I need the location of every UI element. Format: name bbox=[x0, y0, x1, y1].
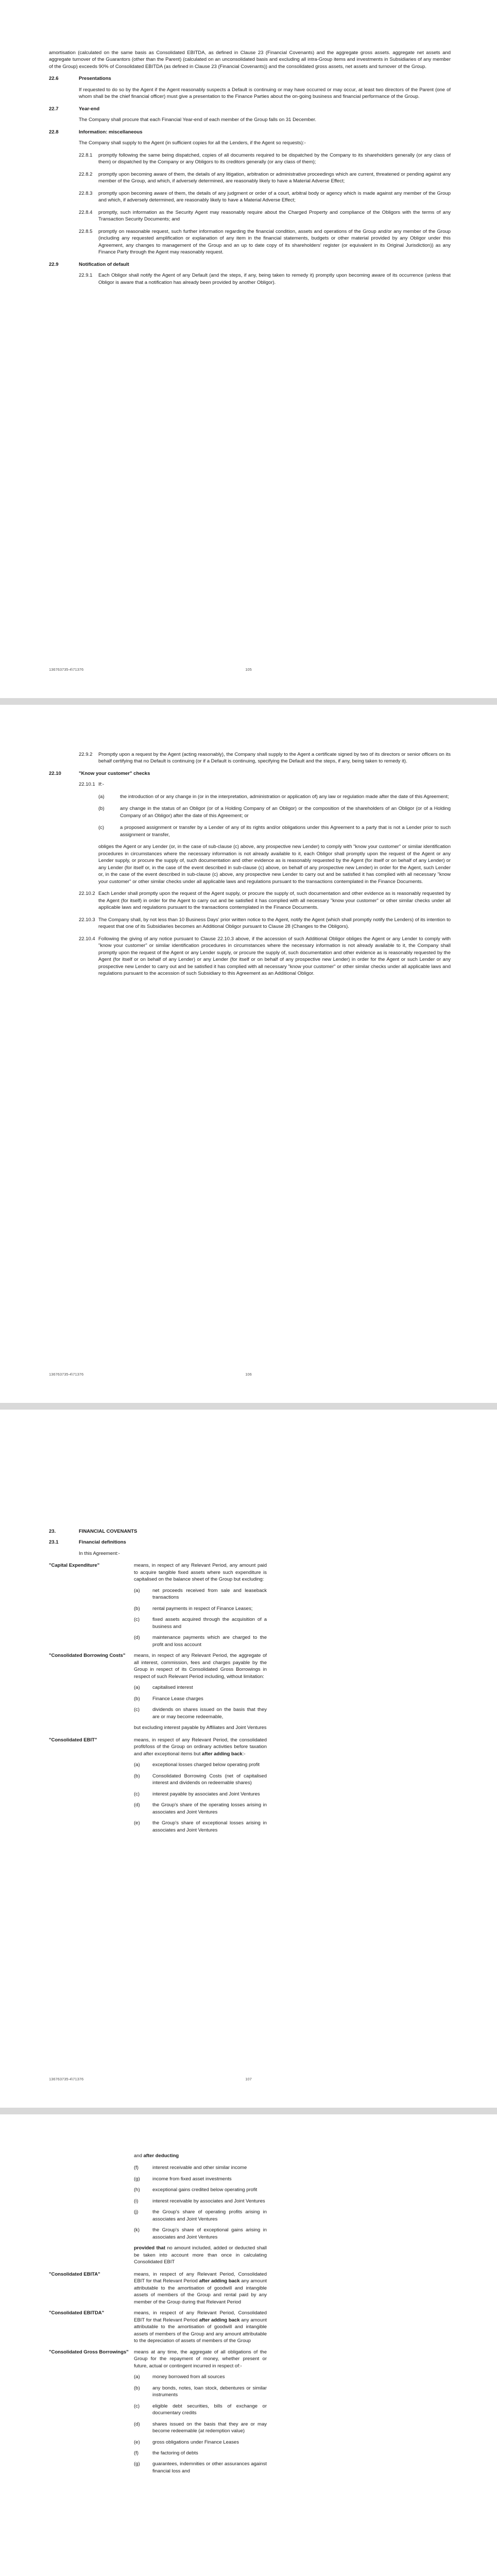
definition-emphasis: provided that bbox=[134, 2245, 165, 2251]
document-page-105 bbox=[0, 0, 497, 698]
clause-text: promptly, such information as the Security Agent may reasonably require about the Charged Property and compliance of the Obligors with the terms of any Transaction Security Documents; and bbox=[98, 209, 451, 223]
list-marker: (d) bbox=[134, 1802, 140, 1808]
list-marker: (c) bbox=[134, 2403, 140, 2409]
page-number: 105 bbox=[245, 667, 252, 672]
page-content bbox=[49, 49, 451, 291]
list-text: net proceeds received from sale and leaseback transactions bbox=[152, 1587, 267, 1601]
clause-number: 22.8.4 bbox=[79, 209, 93, 215]
clause-item bbox=[79, 272, 451, 286]
section-number: 22.6 bbox=[49, 76, 59, 82]
sub-clause-text: any change in the status of an Obligor (or of a Holding Company of an Obligor) or the composition of the shareholders of an Obligor (or of a Holding Company of an Obligor) after the date of this Agreement; or bbox=[120, 806, 451, 819]
definition-continuation: but excluding interest payable by Affiliates and Joint Ventures bbox=[134, 1725, 267, 1731]
list-marker: (g) bbox=[134, 2461, 140, 2467]
list-text: capitalised interest bbox=[152, 1685, 193, 1691]
clause-item bbox=[79, 751, 451, 765]
list-marker: (k) bbox=[134, 2227, 140, 2233]
definition-list-item bbox=[134, 2439, 451, 2446]
definition-list-item bbox=[134, 1706, 451, 1720]
definition-list-item bbox=[134, 1616, 451, 1630]
list-text: maintenance payments which are charged to the profit and loss account bbox=[152, 1635, 267, 1648]
sub-clause-number: (c) bbox=[98, 825, 105, 831]
clause-number: 22.8.5 bbox=[79, 228, 93, 234]
section-number: 22.7 bbox=[49, 106, 59, 112]
list-text: Consolidated Borrowing Costs (net of capitalised interest and dividends on redeemable shares) bbox=[152, 1773, 267, 1786]
clause-number: 22.10.3 bbox=[79, 917, 95, 923]
clause-text: promptly following the same being dispatched, copies of all documents required to be dispatched by the Company to its shareholders generally (or any class of them) or dispatched by the Company or any Obligors to its creditors generally (or any class of them); bbox=[98, 152, 451, 165]
definition-list-item bbox=[134, 2374, 451, 2380]
definition-proviso bbox=[134, 2245, 267, 2265]
list-marker: (b) bbox=[134, 1773, 140, 1779]
definition-consolidated-gross-borrowings bbox=[49, 2349, 451, 2369]
sub-clause-number: (b) bbox=[98, 806, 105, 812]
section-title: "Know your customer" checks bbox=[79, 770, 150, 776]
section-number: 22.8 bbox=[49, 129, 59, 135]
clause-item bbox=[79, 152, 451, 166]
list-marker: (h) bbox=[134, 2187, 140, 2193]
definition-consolidated-ebitda bbox=[49, 2310, 451, 2344]
definition-list-item bbox=[134, 2187, 451, 2193]
clause-text: The Company shall, by not less than 10 Business Days' prior written notice to the Agent, notify the Agent (which shall promptly notify the Lenders) of its intention to request that one of its Subsidiaries becomes an Additional Obligor pursuant to Clause 28 (Changes to the Obligors). bbox=[98, 917, 451, 930]
definition-consolidated-ebit bbox=[49, 1737, 451, 1757]
clause-number: 22.10.1 bbox=[79, 782, 95, 788]
sub-clause-item bbox=[98, 805, 451, 819]
definition-text-part: means, in respect of any Relevant Period, Consolidated EBIT for that Relevant Period bbox=[134, 2310, 267, 2323]
document-page-108 bbox=[0, 2114, 497, 2576]
definition-list-item bbox=[134, 1761, 451, 1768]
sub-clause-item bbox=[98, 824, 451, 838]
section-title: Information: miscellaneous bbox=[79, 129, 143, 135]
section-title: Year-end bbox=[79, 106, 100, 112]
list-marker: (a) bbox=[134, 2374, 140, 2380]
list-text: interest payable by associates and Joint Ventures bbox=[152, 1791, 260, 1797]
list-text: shares issued on the basis that they are or may become redeemable (at redemption value) bbox=[152, 2421, 267, 2434]
sub-clause-number: (a) bbox=[98, 793, 105, 800]
list-text: Finance Lease charges bbox=[152, 1696, 203, 1702]
page-number: 107 bbox=[245, 2077, 252, 2081]
definition-text-part: no amount included, added or deducted shall be taken into account more than once in calculating Consolidated EBIT bbox=[134, 2245, 267, 2265]
section-title: FINANCIAL COVENANTS bbox=[79, 1529, 138, 1534]
section-heading-presentations bbox=[49, 75, 451, 82]
definition-emphasis: after adding back bbox=[202, 1751, 243, 1757]
definition-list-item bbox=[134, 2198, 451, 2205]
section-heading-notification-of-default bbox=[49, 261, 451, 268]
list-marker: (f) bbox=[134, 2450, 139, 2456]
definition-list-item bbox=[134, 2209, 451, 2223]
list-marker: (d) bbox=[134, 1635, 140, 1641]
clause-item bbox=[79, 890, 451, 911]
definition-text bbox=[134, 2271, 267, 2306]
definition-text-part: and bbox=[134, 2153, 142, 2159]
clause-number: 22.8.2 bbox=[79, 171, 93, 177]
clause-text: promptly on reasonable request, such further information regarding the financial condition, assets and operations of the Group and/or any member of the Group (including any requested amplification or explanation of any item in the financial statements, budgets or other material provided by any Obligor under this Agreement, any changes to management of the Group and an up to date copy of its shareholders' register (or equivalent in its Original Jurisdiction)) as any Finance Party through the Agent may reasonably request. bbox=[98, 228, 451, 256]
clause-text: Promptly upon a request by the Agent (acting reasonably), the Company shall supply to the Agent a certificate signed by two of its directors or senior officers on its behalf certifying that no Default is continuing (or if a Default is continuing, specifying the Default and the steps, if any, being taken to remedy it). bbox=[98, 752, 451, 765]
clause-text: promptly upon becoming aware of them, the details of any litigation, arbitration or administrative proceedings which are current, threatened or pending against any member of the Group, and which, if adversely determined, are reasonably likely to have a Material Adverse Effect; bbox=[98, 171, 451, 184]
section-number: 23.1 bbox=[49, 1539, 59, 1546]
section-title: Financial definitions bbox=[79, 1539, 126, 1546]
definition-consolidated-ebita bbox=[49, 2271, 451, 2306]
definition-list-item bbox=[134, 1634, 451, 1648]
document-page-106 bbox=[0, 705, 497, 1403]
list-marker: (a) bbox=[134, 1685, 140, 1691]
document-reference: 136763735-4\71376 bbox=[49, 2077, 84, 2081]
list-text: interest receivable by associates and Joint Ventures bbox=[152, 2198, 265, 2204]
definition-continuation bbox=[134, 2153, 267, 2159]
list-marker: (e) bbox=[134, 2439, 140, 2445]
list-text: any bonds, notes, loan stock, debentures or similar instruments bbox=[152, 2385, 267, 2398]
section-paragraph: If requested to do so by the Agent if the Agent reasonably suspects a Default is continuing or may have occurred or may occur, at least two directors of the Parent (one of whom shall be the chief financial officer) must give a presentation to the Finance Parties about the on-going business and financial performance of the Group. bbox=[79, 87, 451, 100]
page-content bbox=[49, 1528, 451, 1838]
definition-list-item bbox=[134, 2176, 451, 2182]
list-marker: (c) bbox=[134, 1707, 140, 1713]
list-text: eligible debt securities, bills of exchange or documentary credits bbox=[152, 2403, 267, 2416]
section-number: 22.10 bbox=[49, 770, 61, 776]
list-text: the Group's share of exceptional losses arising in associates and Joint Ventures bbox=[152, 1820, 267, 1833]
section-number: 22.9 bbox=[49, 261, 59, 267]
list-text: the factoring of debts bbox=[152, 2450, 198, 2456]
definition-text-part: means, in respect of any Relevant Period, Consolidated EBIT for that Relevant Period bbox=[134, 2271, 267, 2284]
list-text: the Group's share of operating profits arising in associates and Joint Ventures bbox=[152, 2209, 267, 2222]
sub-clause-item bbox=[98, 793, 451, 800]
section-paragraph: The Company shall supply to the Agent (in sufficient copies for all the Lenders, if the Agent so requests):- bbox=[79, 140, 306, 146]
list-text: exceptional gains credited below operating profit bbox=[152, 2187, 258, 2193]
list-marker: (f) bbox=[134, 2165, 139, 2171]
clause-text: If:- bbox=[98, 782, 105, 788]
clause-number: 22.10.2 bbox=[79, 891, 95, 897]
clause-number: 22.8.3 bbox=[79, 190, 93, 196]
clause-text: Following the giving of any notice pursuant to Clause 22.10.3 above, if the accession of such Additional Obligor obliges the Agent or any Lender to comply with "know your customer" or similar identification procedures in circumstances where the necessary information is not already available to it, the Company shall promptly upon the request of the Agent or any Lender supply, or procure the supply of, such documentation and other evidence as is reasonably requested by the Agent (for itself or on behalf of any Lender) or any Lender (for itself or on behalf of any prospective new Lender) in order for the Agent or such Lender or any prospective new Lender to carry out and be satisfied it has complied with all necessary "know your customer" or other similar checks under all applicable laws and regulations pursuant to the accession of such Subsidiary to this Agreement as an Additional Obligor. bbox=[98, 936, 451, 977]
list-text: the Group's share of the operating losses arising in associates and Joint Ventures bbox=[152, 1802, 267, 1815]
clause-item bbox=[79, 190, 451, 204]
clause-item bbox=[79, 228, 451, 256]
list-text: income from fixed asset investments bbox=[152, 2176, 232, 2182]
definition-list-item bbox=[134, 1587, 451, 1601]
definition-term: "Consolidated Gross Borrowings" bbox=[49, 2349, 129, 2355]
definition-list-item bbox=[134, 1802, 451, 1816]
list-text: rental payments in respect of Finance Leases; bbox=[152, 1605, 253, 1612]
definition-emphasis: after adding back bbox=[199, 2278, 240, 2284]
definition-list-item bbox=[134, 2385, 451, 2399]
list-marker: (e) bbox=[134, 1820, 140, 1826]
clause-number: 22.10.4 bbox=[79, 936, 95, 942]
page-content bbox=[49, 2153, 451, 2479]
definition-term: "Consolidated EBITA" bbox=[49, 2271, 100, 2277]
definition-list-item bbox=[134, 1684, 451, 1691]
definition-emphasis: after adding back bbox=[199, 2317, 240, 2323]
section-heading-kyc-checks bbox=[49, 770, 451, 777]
definition-list-item bbox=[134, 1791, 451, 1798]
definition-text: means at any time, the aggregate of all obligations of the Group for the repayment of money, whether present or future, actual or contingent incurred in respect of:- bbox=[134, 2349, 267, 2369]
clause-text: Each Lender shall promptly upon the request of the Agent supply, or procure the supply of, such documentation and other evidence as is reasonably requested by the Agent (for itself) in order for the Agent to carry out and be satisfied it has complied with all necessary "know your customer" or other similar checks under all applicable laws and regulations pursuant to the transactions contemplated in the Finance Documents. bbox=[98, 891, 451, 911]
section-heading-financial-covenants bbox=[49, 1528, 451, 1535]
definition-text bbox=[134, 1737, 267, 1757]
page-content bbox=[49, 751, 451, 982]
list-text: the Group's share of exceptional gains arising in associates and Joint Ventures bbox=[152, 2227, 267, 2240]
definition-text bbox=[134, 2310, 267, 2344]
definition-capital-expenditure bbox=[49, 1562, 451, 1583]
list-text: guarantees, indemnities or other assurances against financial loss and bbox=[152, 2461, 267, 2474]
definition-list-item bbox=[134, 2403, 451, 2417]
clause-continuation: obliges the Agent or any Lender (or, in the case of sub-clause (c) above, any prospective new Lender) to comply with "know your customer" or similar identification procedures in circumstances where the necessary information is not already available to it, each Obligor shall promptly upon the request of the Agent or any Lender supply, or procure the supply of, such documentation and other evidence as is reasonably requested by the Agent (for itself or on behalf of any Lender) or any Lender (for itself or, in the case of the event described in sub-clause (c) above, on behalf of any prospective new Lender) in order for the Agent, such Lender or, in the case of the event described in sub-clause (c) above, any prospective new Lender to carry out and be satisfied it has complied with all necessary "know your customer" or other similar checks under all applicable laws and regulations pursuant to the transactions contemplated in the Finance Documents. bbox=[98, 844, 451, 885]
clause-text: promptly upon becoming aware of them, the details of any judgment or order of a court, arbitral body or agency which is made against any member of the Group and which, if adversely determined, are reasonably likely to have a Material Adverse Effect; bbox=[98, 190, 451, 204]
list-text: interest receivable and other similar income bbox=[152, 2165, 247, 2171]
definition-list-item bbox=[134, 2164, 451, 2171]
definition-list-item bbox=[134, 2461, 451, 2475]
clause-number: 22.8.1 bbox=[79, 152, 93, 158]
document-page-107 bbox=[0, 1410, 497, 2108]
definition-list-item bbox=[134, 2227, 451, 2241]
definition-text-part: means, in respect of any Relevant Period, the consolidated profit/loss of the Group on ordinary activities before taxation and after exceptional items but bbox=[134, 1737, 267, 1757]
definition-term: "Capital Expenditure" bbox=[49, 1563, 100, 1569]
clause-number: 22.9.2 bbox=[79, 752, 93, 757]
definition-term: "Consolidated EBIT" bbox=[49, 1737, 97, 1743]
list-marker: (a) bbox=[134, 1587, 140, 1594]
clause-item bbox=[79, 936, 451, 977]
list-marker: (g) bbox=[134, 2176, 140, 2182]
definition-term: "Consolidated EBITDA" bbox=[49, 2310, 105, 2316]
carry-over-paragraph: amortisation (calculated on the same basis as Consolidated EBITDA, as defined in Clause 23 (Financial Covenants) and the aggregate gross assets. aggregate net assets and aggregate turnover of the Guarantors (other than the Parent) (calculated on an unconsolidated basis and excluding all intra-Group items and investments in Subsidiaries of any member of the Group) exceeds 90% of Consolidated EBITDA (as defined in Clause 23 (Financial Covenants)) and the consolidated gross assets, net assets and turnover of the Group. bbox=[49, 50, 451, 70]
list-text: dividends on shares issued on the basis that they are or may become redeemable, bbox=[152, 1707, 267, 1720]
document-reference: 136763735-4\71376 bbox=[49, 667, 84, 672]
definition-list-item bbox=[134, 2421, 451, 2435]
list-marker: (d) bbox=[134, 2421, 140, 2427]
clause-item bbox=[79, 209, 451, 223]
section-paragraph: The Company shall procure that each Financial Year-end of each member of the Group falls on 31 December. bbox=[79, 117, 317, 123]
list-marker: (b) bbox=[134, 1605, 140, 1612]
list-text: gross obligations under Finance Leases bbox=[152, 2439, 239, 2445]
section-title: Presentations bbox=[79, 76, 111, 82]
section-heading-information-misc bbox=[49, 129, 451, 135]
clause-item bbox=[79, 171, 451, 185]
section-number: 23. bbox=[49, 1529, 56, 1534]
page-number: 106 bbox=[245, 1372, 252, 1377]
list-text: exceptional losses charged below operating profit bbox=[152, 1762, 260, 1768]
definition-list-item bbox=[134, 1773, 451, 1787]
definition-text: means, in respect of any Relevant Period, any amount paid to acquire tangible fixed assets where such expenditure is capitalised on the balance sheet of the Group but excluding: bbox=[134, 1563, 267, 1583]
sub-clause-text: a proposed assignment or transfer by a Lender of any of its rights and/or obligations under this Agreement to a party that is not a Lender prior to such assignment or transfer, bbox=[120, 825, 451, 838]
definition-text-part: any amount attributable to the amortisation of goodwill and intangible assets of members of the Group and rental paid by any member of the Group during that Relevant Period bbox=[134, 2278, 267, 2305]
list-marker: (b) bbox=[134, 1696, 140, 1702]
section-heading-year-end bbox=[49, 106, 451, 112]
list-marker: (c) bbox=[134, 1617, 140, 1623]
definition-list-item bbox=[134, 1696, 451, 1702]
clause-number: 22.9.1 bbox=[79, 273, 93, 279]
list-marker: (j) bbox=[134, 2209, 139, 2215]
clause-item bbox=[79, 917, 451, 930]
list-text: fixed assets acquired through the acquisition of a business and bbox=[152, 1617, 267, 1630]
section-heading-financial-definitions bbox=[49, 1539, 451, 1546]
list-text: money borrowed from all sources bbox=[152, 2374, 225, 2380]
definition-text-part: any amount attributable to the amortisation of goodwill and intangible assets of members of the Group and any amount attributable to the depreciation of assets of members of the Group bbox=[134, 2317, 267, 2344]
definition-text: means, in respect of any Relevant Period, the aggregate of all interest, commission, fees and charges payable by the Group in respect of its Consolidated Gross Borrowings in respect of such Relevant Period including, without limitation: bbox=[134, 1653, 267, 1680]
document-reference: 136763735-4\71376 bbox=[49, 1372, 84, 1377]
definition-consolidated-borrowing-costs bbox=[49, 1652, 451, 1680]
definition-list-item bbox=[134, 1820, 451, 1834]
definition-list-item bbox=[134, 2450, 451, 2456]
sub-clause-text: the introduction of or any change in (or in the interpretation, administration or application of) any law or regulation made after the date of this Agreement; bbox=[120, 793, 449, 800]
clause-item bbox=[79, 781, 451, 788]
list-marker: (a) bbox=[134, 1762, 140, 1768]
definition-term: "Consolidated Borrowing Costs" bbox=[49, 1653, 126, 1659]
section-title: Notification of default bbox=[79, 261, 129, 267]
list-marker: (i) bbox=[134, 2198, 139, 2204]
definition-text-part: :- bbox=[242, 1751, 246, 1757]
definition-emphasis: after deducting bbox=[143, 2153, 179, 2159]
definition-list-item bbox=[134, 1605, 451, 1612]
section-paragraph: In this Agreement:- bbox=[79, 1550, 120, 1556]
list-marker: (c) bbox=[134, 1791, 140, 1797]
list-marker: (b) bbox=[134, 2385, 140, 2391]
clause-text: Each Obligor shall notify the Agent of any Default (and the steps, if any, being taken to remedy it) promptly upon becoming aware of its occurrence (unless that Obligor is aware that a notification has already been provided by another Obligor). bbox=[98, 273, 451, 285]
